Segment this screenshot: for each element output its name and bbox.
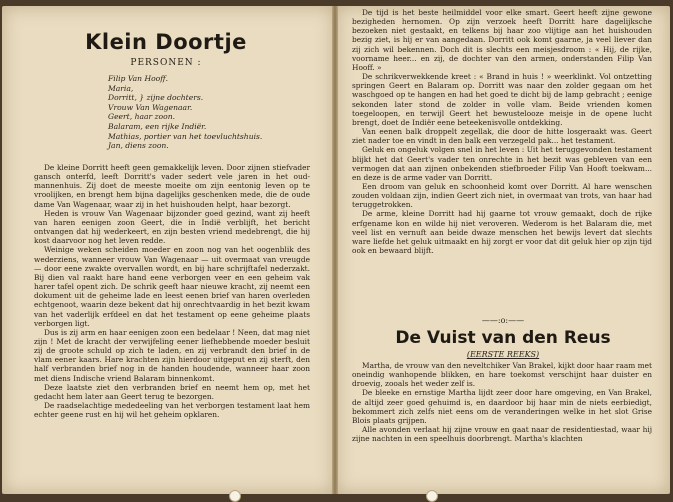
paragraph: De raadselachtige mededeeling van het verborgen testament laat hem echter geene rust en hij wil het geheim opklaren.: [34, 401, 310, 420]
cast-line: Vrouw Van Wagenaar.: [108, 102, 193, 112]
personen-heading: PERSONEN :: [130, 58, 202, 68]
cast-line: Mathias, portier van het toevluchtshuis.: [108, 131, 263, 141]
paragraph: Dus is zij arm en haar eenigen zoon een bedelaar ! Neen, dat mag niet zijn ! Met de kracht der verwijfeling eener liefhebbende moeder besluit zij de groote schuld op zich te laden, en zij verbrandt den brief in de vlam eener kaars. Hare krachten zijn hierdoor uitgeput en zij sterft, den half verbranden brief nog in de handen houdende, wanneer haar zoon met diens Indische vriend Balaram binnenkomt.: [34, 327, 310, 383]
left-page-title: Klein Doortje: [85, 30, 247, 54]
right-page-body-bottom: [352, 361, 652, 443]
paragraph: Een droom van geluk en schoonheid komt over Dorritt. Al hare wenschen zouden voldaan zijn, indien Geert zich niet, in overmaat van trots, van haar had teruggetrokken.: [352, 181, 652, 210]
paragraph: De bleeke en ernstige Martha lijdt zeer door hare omgeving, en Van Brakel, de altijd zeer goed gehuimd is, en daardoor bij haar min de niets eerbiedigt, bekommert zich zelfs niet eens om de veranderingen welke in het slot Grise Blois plaats grijpen.: [352, 388, 652, 425]
cast-list: [108, 74, 318, 151]
paragraph: De schrikverwekkende kreet : « Brand in huis ! » weerklinkt. Vol ontzetting springen Geert en Balaram op. Dorritt was naar den zolder gegaan om het waschgoed op te hangen en had het goed te dicht bij de lamp gebracht ; eenige sekonden later stond de zolder in volle vlam. Beide vrienden komen toegeloopen, en terwijl Geert het bewustelooze meisje in de opene lucht brengt, doet de Indiër eene beteekenisvolle ontdekking.: [352, 72, 652, 127]
cast-line: Balaram, een rijke Indiër.: [108, 121, 207, 131]
paragraph: De tijd is het beste heilmiddel voor elke smart. Geert heeft zijne gewone bezigheden hernomen. Op zijn verzoek heeft Dorritt hare dagelijksche bezoeken niet gestaakt, en telkens bij haar zoo vlijtige aan het huishouden bezig ziet, is hij er van aangedaan. Dorritt ook komt gaarne, ja veel liever dan zij zich wil bekennen. Doch dit is slechts een meisjesdroom : « Hij, de rijke, voorname heer... en zij, de dochter van den armen, onderstanden Filip Van Hooff. »: [352, 8, 652, 72]
page-gutter: [332, 6, 338, 494]
cast-line: Geert, haar zoon.: [108, 112, 176, 122]
punch-hole: [229, 490, 241, 502]
cast-line: Jan, diens zoon.: [108, 141, 169, 151]
cast-line: Filip Van Hooff.: [108, 74, 169, 83]
paragraph: Geluk en ongeluk volgen snel in het leven : Uit het teruggevonden testament blijkt het dat Geert's vader ten onrechte in het bezit was gebleven van een vermogen dat aan zijnen onbekenden stiefbroeder Filip Van Hooft toekwam... en deze is de arme vader van Dorritt.: [352, 145, 652, 182]
section-subtitle: (EERSTE REEKS): [466, 350, 540, 359]
punch-hole: [426, 490, 438, 502]
paragraph: Alle avonden verlaat hij zijne vrouw en gaat naar de residentiestad, waar hij zijne nachten in een speelhuis doorbrengt. Martha's klachten: [352, 425, 652, 444]
paragraph: De kleine Dorritt heeft geen gemakkelijk leven. Door zijnen stiefvader gansch onterfd, leeft Dorritt's vader sedert vele jaren in het oud-mannenhuis. Zij doet de meeste moeite om zijn eentonig leven op te vroolijken, en brengt hem bijna dagelijks geschenken mede, die de oude dame Van Wagenaar, waar zij in het huishouden helpt, haar bezorgt.: [34, 163, 310, 209]
section-title: De Vuist van den Reus: [395, 328, 611, 348]
right-page-body-top: [352, 8, 652, 255]
paragraph: Heden is vrouw Van Wagenaar bijzonder goed gezind, want zij heeft van haren eenigen zoon Geert, die in Indië verblijft, het bericht ontvangen dat hij wederkeert, en zijn besten vriend medebrengt, die hij kost daarvoor nog het leven redde.: [34, 208, 310, 246]
paragraph: Martha, de vrouw van den neveltchiker Van Brakel, kijkt door haar raam met oneindig wanhopende blikken, en hare toekomst verschijnt haar duister en droevig, zooals het weder zelf is.: [352, 361, 652, 389]
cast-line: Dorritt, } zijne dochters.: [108, 93, 204, 103]
paragraph: Deze laatste ziet den verbranden brief en neemt hem op, met het gedacht hem later aan Geert terug te bezorgen.: [34, 382, 310, 401]
paragraph: De arme, kleine Dorritt had hij gaarne tot vrouw gemaakt, doch de rijke erfgename kon en wilde hij niet veroveren. Wederom is het Balaram die, met veel list en vernuft aan beide dwaze menschen het bewijs levert dat slechts ware liefde het geluk uitmaakt en hij zorgt er voor dat dit geluk hier op zijn tijd ook en bewaard blijft.: [352, 209, 652, 256]
cast-line: Maria,: [108, 83, 134, 93]
paragraph: Van eenen balk droppelt zegellak, die door de hitte losgeraakt was. Geert ziet nader toe en vindt in den balk een verzegeld pak... het testament.: [352, 127, 652, 146]
section-ornament: ——:o:——: [481, 316, 525, 325]
left-page-body: [34, 163, 310, 419]
paragraph: Weinige weken scheiden moeder en zoon nog van het oogenblik des wederziens, wanneer vrouw Van Wagenaar — uit overmaat van vreugde — door eene zwakte overvallen wordt, en bij hare schrijftafel nederzakt. Bij dien val raakt hare hand eene verborgen veer en een geheim vak harer tafel opent zich. De schrik geeft haar nieuwe kracht, zij neemt een dokument uit de geheime lade en leest eenen brief van haren overleden echtgenoot, waarin deze bekent dat hij onrechtvaardig in het bezit kwam van het vaderlijk erfdeel en dat het testament op eene geheime plaats verborgen ligt.: [34, 245, 310, 328]
